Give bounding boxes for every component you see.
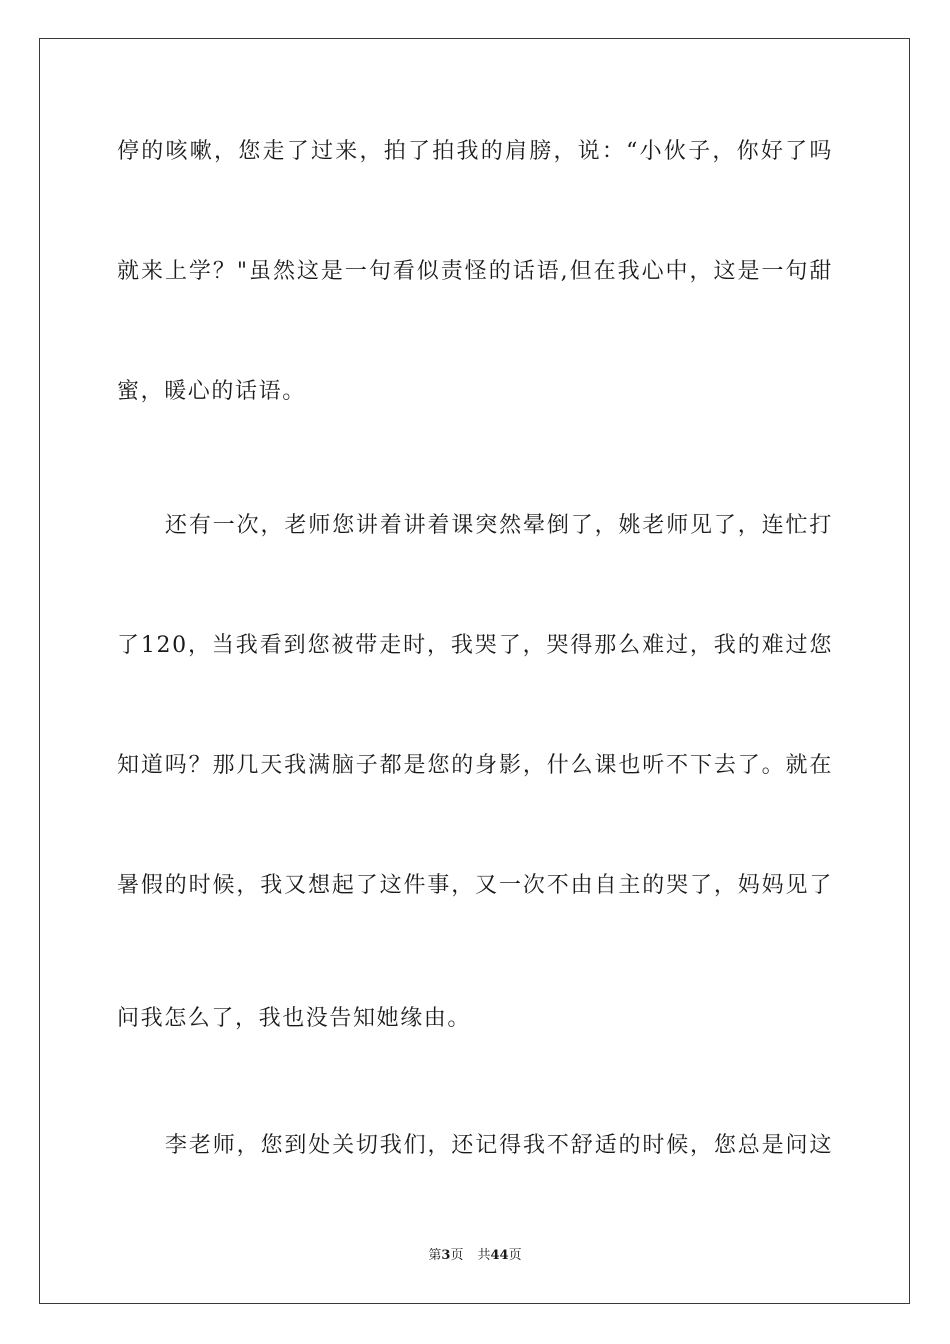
body-line-9: 李老师，您到处关切我们，还记得我不舒适的时候，您总是问这 [165, 1133, 833, 1158]
page-label: 第3页 [428, 1248, 464, 1263]
body-line-5: 了120，当我看到您被带走时，我哭了，哭得那么难过，我的难过您 [117, 633, 833, 658]
body-line-8: 问我怎么了，我也没告知她缘由。 [117, 1006, 472, 1031]
body-line-1: 停的咳嗽，您走了过来，拍了拍我的肩膀，说：“小伙子，你好了吗 [117, 139, 833, 164]
body-line-2: 就来上学？"虽然这是一句看似责怪的话语,但在我心中，这是一句甜 [117, 259, 833, 284]
page-number: 3 [441, 1248, 451, 1263]
page-border [39, 38, 910, 1304]
body-line-7: 暑假的时候，我又想起了这件事，又一次不由自主的哭了，妈妈见了 [117, 873, 833, 898]
body-line-3: 蜜，暖心的话语。 [117, 379, 306, 404]
body-line-6: 知道吗？那几天我满脑子都是您的身影，什么课也听不下去了。就在 [117, 753, 833, 778]
total-pages-label: 共44页 [477, 1248, 522, 1263]
page-footer [0, 1247, 950, 1265]
body-line-4: 还有一次，老师您讲着讲着课突然晕倒了，姚老师见了，连忙打 [165, 513, 833, 538]
total-pages: 44 [490, 1248, 509, 1263]
